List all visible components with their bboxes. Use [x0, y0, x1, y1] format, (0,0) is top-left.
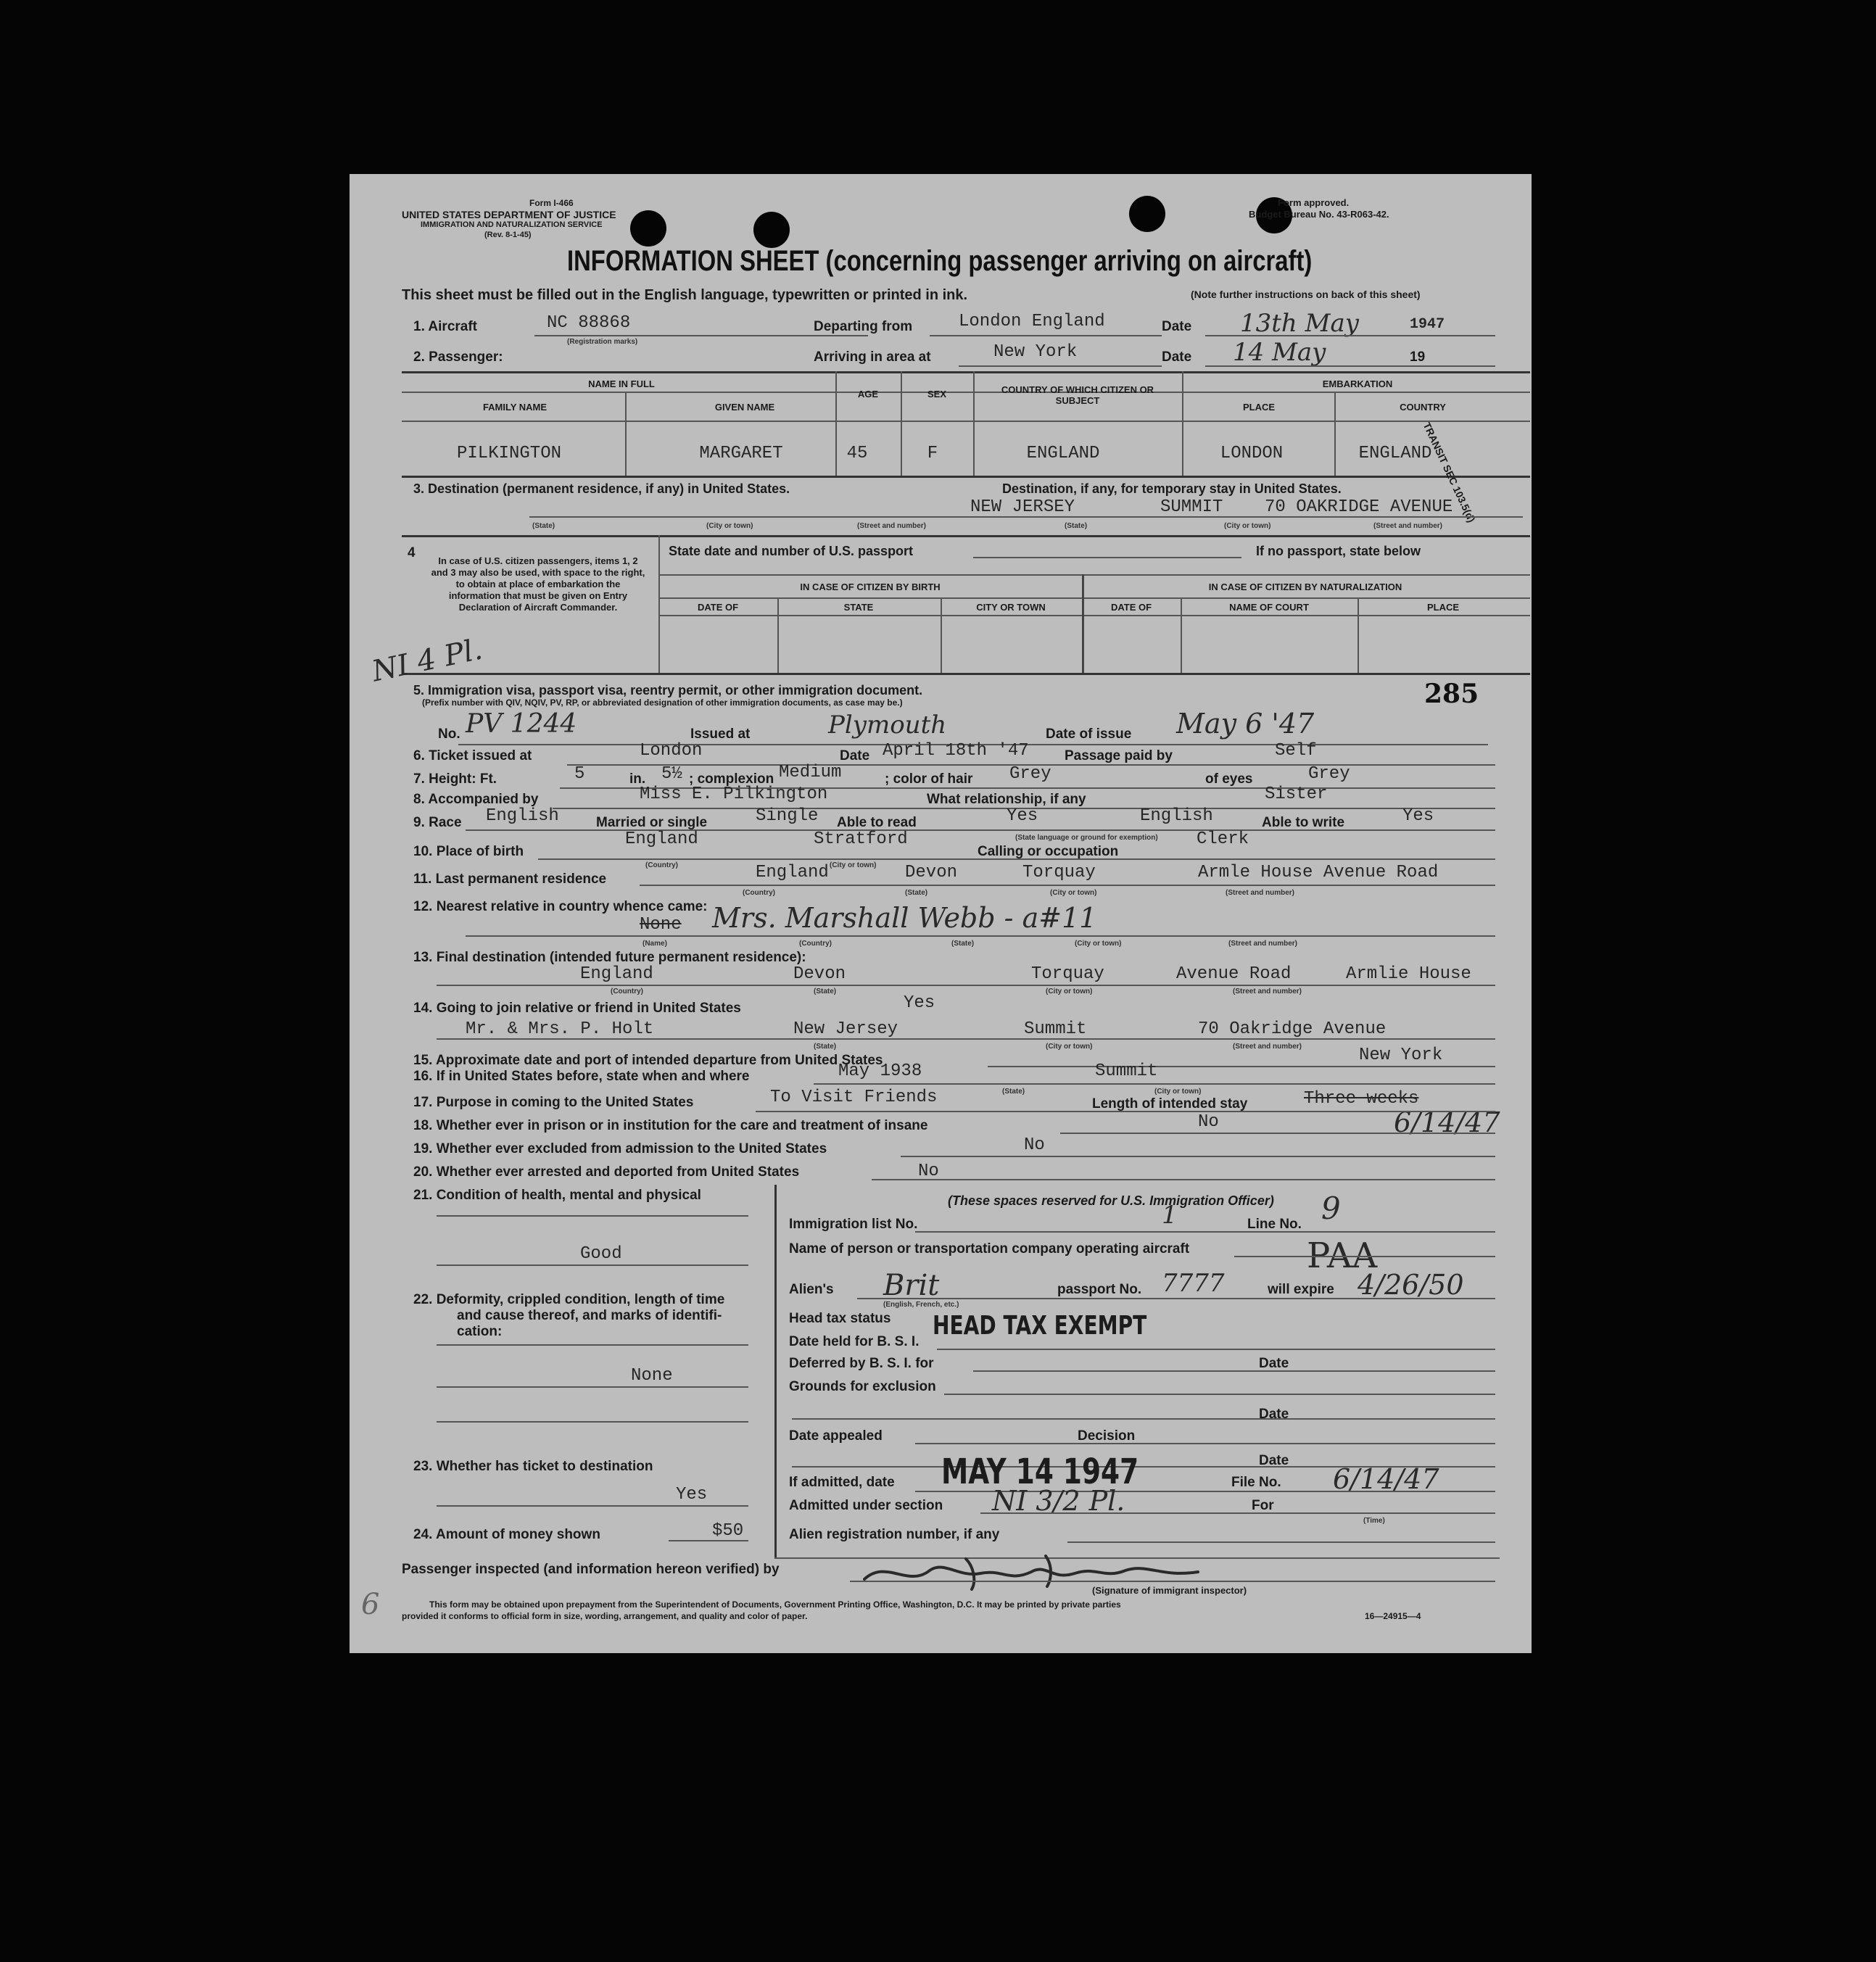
expire-label: will expire — [1268, 1282, 1334, 1297]
length-stay-struck: Three weeks — [1304, 1089, 1419, 1109]
age-value: 45 — [846, 444, 868, 463]
ticket-issued-at-value: London — [640, 741, 703, 761]
table-rule — [658, 574, 1530, 576]
complexion-label: ; complexion — [689, 771, 774, 787]
expire-value: 4/26/50 — [1358, 1269, 1464, 1301]
rule — [930, 335, 1162, 336]
rule — [534, 335, 868, 336]
caption-country: (Country) — [799, 940, 832, 948]
join-street: 70 Oakridge Avenue — [1198, 1019, 1387, 1039]
nat-court-header: NAME OF COURT — [1229, 602, 1309, 613]
caption-city: (City or town) — [1046, 1043, 1093, 1051]
read-label: Able to read — [837, 815, 917, 830]
rule — [669, 1540, 748, 1541]
deported-value: No — [918, 1162, 939, 1181]
caption-city: (City or town) — [1046, 988, 1093, 996]
decision-label: Decision — [1078, 1428, 1136, 1444]
ticket-destination-value: Yes — [676, 1485, 708, 1504]
form-note: (Note further instructions on back of this sheet) — [1191, 289, 1421, 300]
operator-label: Name of person or transportation company operating aircraft — [789, 1241, 1190, 1257]
date1-label: Date — [1162, 319, 1192, 334]
rule — [466, 935, 1495, 937]
form-instruction: This sheet must be filled out in the English language, typewritten or printed in ink. — [402, 287, 968, 303]
complexion-value: Medium — [779, 763, 842, 782]
height-feet-value: 5 — [574, 764, 585, 784]
rule — [1234, 1256, 1495, 1257]
arriving-label: Arriving in area at — [814, 349, 931, 365]
caption-city: (City or town) — [1050, 889, 1097, 897]
health-label: 21. Condition of health, mental and physical — [413, 1188, 701, 1203]
date-of-issue-value: May 6 '47 — [1176, 708, 1315, 740]
date2-handwritten: 14 May — [1233, 338, 1326, 367]
given-name-value: MARGARET — [699, 444, 783, 463]
final-city: Torquay — [1031, 964, 1104, 984]
final-country: England — [580, 964, 653, 984]
visa-prefix-note: (Prefix number with QIV, NQIV, PV, RP, or abbreviated designation of other immigration documents, as case may be.) — [422, 698, 903, 708]
table-rule — [1358, 597, 1359, 673]
join-name: Mr. & Mrs. P. Holt — [466, 1019, 654, 1039]
decision-date-label: Date — [1259, 1453, 1289, 1468]
visa-no-label: No. — [438, 727, 460, 742]
calling-label: Calling or occupation — [978, 844, 1119, 859]
rule — [901, 1156, 1495, 1157]
dest-street-value: 70 OAKRIDGE AVENUE — [1265, 497, 1453, 517]
page-number: 285 — [1424, 679, 1479, 709]
ticket-label: 6. Ticket issued at — [413, 748, 532, 763]
departure-value: New York — [1359, 1046, 1443, 1065]
table-rule — [658, 535, 660, 673]
section-label: Admitted under section — [789, 1498, 943, 1513]
signature-rule — [850, 1581, 1495, 1582]
rule — [944, 1394, 1495, 1395]
birth-city-value: Stratford — [814, 829, 908, 849]
join-city: Summit — [1024, 1019, 1087, 1039]
married-value: Single — [756, 806, 819, 826]
departing-label: Departing from — [814, 319, 913, 334]
dest-state-value: NEW JERSEY — [970, 497, 1075, 517]
list-no-label: Immigration list No. — [789, 1217, 918, 1232]
purpose-label: 17. Purpose in coming to the United States — [413, 1095, 694, 1110]
time-caption: (Time) — [1363, 1517, 1385, 1525]
birth-country-value: England — [625, 829, 698, 849]
deformity-value: None — [631, 1366, 673, 1386]
relationship-value: Sister — [1265, 785, 1328, 804]
final-state: Devon — [793, 964, 846, 984]
transit-stamp: TRANSIT SEC 103.5(d) — [1421, 421, 1478, 524]
embark-country-value: ENGLAND — [1358, 444, 1432, 463]
last-res-city: Torquay — [1022, 863, 1096, 882]
caption-street: (Street and number) — [1226, 889, 1295, 897]
given-name-header: GIVEN NAME — [714, 402, 775, 413]
head-tax-stamp: HEAD TAX EXEMPT — [933, 1311, 1147, 1341]
table-rule — [1082, 574, 1084, 673]
rule — [640, 885, 1495, 886]
table-rule — [402, 392, 1530, 393]
caption-city: (City or town) — [1224, 522, 1271, 530]
excluded-label: 19. Whether ever excluded from admission to the United States — [413, 1141, 827, 1156]
length-stay-handwritten: 6/14/47 — [1394, 1106, 1500, 1138]
accompanied-label: 8. Accompanied by — [413, 792, 539, 807]
rule — [980, 1512, 1495, 1514]
form-sheet — [350, 174, 1532, 1653]
citizen-by-birth-header: IN CASE OF CITIZEN BY BIRTH — [800, 581, 941, 592]
head-tax-label: Head tax status — [789, 1311, 891, 1326]
rule — [937, 1349, 1495, 1350]
language-caption: (State language or ground for exemption) — [1015, 834, 1158, 842]
table-rule — [402, 421, 1530, 422]
read-value: Yes — [1007, 806, 1038, 826]
caption-city: (City or town) — [830, 861, 877, 869]
race-value: English — [486, 806, 559, 826]
caption-state: (State) — [1002, 1088, 1025, 1096]
caption-country: (Country) — [743, 889, 775, 897]
write-value: Yes — [1402, 806, 1434, 826]
rule — [959, 365, 1162, 367]
passport-date-label: State date and number of U.S. passport — [669, 544, 914, 558]
sex-header: SEX — [927, 389, 947, 400]
relationship-label: What relationship, if any — [927, 792, 1086, 807]
date-of-issue-label: Date of issue — [1046, 727, 1132, 742]
table-rule — [901, 371, 902, 476]
table-rule — [658, 597, 1530, 599]
date1-handwritten: 13th May — [1240, 309, 1359, 338]
officer-heading: (These spaces reserved for U.S. Immigration Officer) — [948, 1193, 1274, 1208]
rule — [1067, 1541, 1495, 1543]
caption-street: (Street and number) — [857, 522, 927, 530]
punch-hole — [753, 212, 790, 248]
before-label: 16. If in United States before, state when and where — [413, 1069, 750, 1084]
rule — [988, 1066, 1495, 1067]
rule — [756, 1111, 1495, 1112]
eyes-label: of eyes — [1205, 771, 1253, 787]
citizen-of-header: COUNTRY OF WHICH CITIZEN OR SUBJECT — [1001, 384, 1154, 406]
embarkation-header: EMBARKATION — [1322, 378, 1393, 389]
agency-line2: IMMIGRATION AND NATURALIZATION SERVICE — [421, 220, 603, 229]
print-code: 16—24915—4 — [1365, 1611, 1421, 1621]
deformity-label-1: 22. Deformity, crippled condition, length of time — [413, 1292, 725, 1307]
agency-line1: UNITED STATES DEPARTMENT OF JUSTICE — [402, 209, 616, 220]
rule — [872, 1179, 1495, 1180]
last-res-country: England — [756, 863, 829, 882]
departing-value: London England — [959, 312, 1105, 331]
departure-label: 15. Approximate date and port of intended departure from United States — [413, 1053, 883, 1068]
table-rule — [1334, 392, 1336, 476]
table-rule — [973, 371, 975, 476]
birth-date-header: DATE OF — [697, 602, 739, 613]
year2-prefix: 19 — [1410, 349, 1426, 365]
grounds-date-label: Date — [1259, 1407, 1289, 1422]
money-label: 24. Amount of money shown — [413, 1527, 600, 1542]
caption-state: (State) — [1065, 522, 1088, 530]
aliens-label: Alien's — [789, 1282, 834, 1297]
aircraft-value: NC 88868 — [547, 313, 631, 333]
caption-city: (City or town) — [1154, 1088, 1202, 1096]
citizen-by-naturalization-header: IN CASE OF CITIZEN BY NATURALIZATION — [1208, 581, 1402, 592]
place-header: PLACE — [1242, 402, 1276, 413]
no-passport-label: If no passport, state below — [1256, 544, 1421, 558]
married-label: Married or single — [596, 815, 708, 830]
approval-line1: Form approved. — [1278, 197, 1350, 208]
rule — [915, 1443, 1495, 1444]
fine-print-1: This form may be obtained upon prepayment from the Superintendent of Documents, Government Printing Office, Washington, D.C. It may be printed by private parties — [429, 1599, 1121, 1610]
rule — [857, 1298, 1495, 1299]
bsi-held-label: Date held for B. S. I. — [789, 1334, 920, 1349]
table-rule — [402, 673, 1530, 675]
aliens-value: Brit — [883, 1269, 940, 1302]
join-relative-label: 14. Going to join relative or friend in United States — [413, 1001, 741, 1016]
table-rule — [1181, 597, 1182, 673]
write-label: Able to write — [1262, 815, 1345, 830]
caption-state: (State) — [814, 988, 837, 996]
caption-name: (Name) — [642, 940, 667, 948]
length-stay-label: Length of intended stay — [1092, 1096, 1248, 1112]
table-rule — [658, 615, 1530, 616]
year1-value: 1947 — [1410, 316, 1445, 333]
rule — [1205, 335, 1495, 336]
admitted-label: If admitted, date — [789, 1475, 895, 1490]
calling-value: Clerk — [1197, 829, 1249, 849]
appealed-label: Date appealed — [789, 1428, 883, 1444]
file-no-value: 6/14/47 — [1333, 1463, 1439, 1495]
registration-label: Alien registration number, if any — [789, 1527, 1000, 1542]
rule — [466, 829, 1495, 831]
dest-city-value: SUMMIT — [1160, 497, 1223, 517]
join-relative-value: Yes — [904, 993, 935, 1013]
rule — [437, 985, 1495, 986]
caption-city: (City or town) — [706, 522, 753, 530]
passenger-label: 2. Passenger: — [413, 349, 503, 365]
prison-value: No — [1198, 1112, 1219, 1132]
margin-mark: 6 — [361, 1588, 380, 1621]
rule — [973, 557, 1241, 558]
nearest-relative-struck: None — [640, 915, 682, 935]
age-header: AGE — [857, 389, 879, 400]
rule — [437, 1421, 748, 1423]
rule — [437, 1264, 748, 1266]
line-no-value: 9 — [1321, 1191, 1341, 1226]
grounds-label: Grounds for exclusion — [789, 1379, 936, 1394]
hair-value: Grey — [1009, 764, 1051, 784]
caption-country: (Country) — [611, 988, 643, 996]
race-label: 9. Race — [413, 815, 462, 830]
deferred-date-label: Date — [1259, 1356, 1289, 1371]
officer-box-border — [774, 1185, 777, 1557]
caption-country: (Country) — [645, 861, 678, 869]
height-inches-value: 5½ — [661, 764, 682, 784]
height-in-label: in. — [629, 771, 646, 787]
item4-instruction: In case of U.S. citizen passengers, items 1, 2 and 3 may also be used, with space to the right, to obtain at place of embarkation the information that must be given on Entry Declaration of Aircraft Commander. — [431, 555, 645, 613]
aliens-caption: (English, French, etc.) — [883, 1301, 959, 1309]
language-value: English — [1140, 806, 1213, 826]
caption-state: (State) — [951, 940, 975, 948]
rule — [529, 516, 1523, 518]
registration-caption: (Registration marks) — [567, 338, 638, 346]
punch-hole — [1129, 196, 1165, 232]
final-destination-label: 13. Final destination (intended future permanent residence): — [413, 950, 806, 965]
caption-city: (City or town) — [1075, 940, 1122, 948]
ticket-destination-label: 23. Whether has ticket to destination — [413, 1459, 653, 1474]
accompanied-value: Miss E. Pilkington — [640, 785, 828, 804]
rule — [402, 535, 1530, 537]
fine-print-2: provided it conforms to official form in size, wording, arrangement, and quality and color of paper. — [402, 1611, 808, 1621]
caption-street: (Street and number) — [1233, 988, 1302, 996]
deported-label: 20. Whether ever arrested and deported from United States — [413, 1164, 800, 1180]
nearest-relative-handwritten: Mrs. Marshall Webb - a#11 — [712, 902, 1097, 934]
birth-city-header: CITY OR TOWN — [976, 602, 1046, 613]
paid-by-value: Self — [1275, 741, 1317, 761]
rule — [792, 1418, 1495, 1420]
excluded-value: No — [1024, 1135, 1045, 1155]
caption-street: (Street and number) — [1373, 522, 1443, 530]
purpose-value: To Visit Friends — [770, 1088, 938, 1107]
height-label: 7. Height: Ft. — [413, 771, 497, 787]
caption-state: (State) — [814, 1043, 837, 1051]
before-where: Summit — [1095, 1061, 1158, 1081]
visa-label: 5. Immigration visa, passport visa, reentry permit, or other immigration document. — [413, 683, 923, 698]
table-rule — [625, 392, 627, 476]
rule — [538, 858, 1495, 860]
rule — [915, 1231, 1495, 1233]
final-street: Avenue Road — [1176, 964, 1292, 984]
nat-date-header: DATE OF — [1110, 602, 1152, 613]
before-when: May 1938 — [838, 1061, 922, 1081]
bsi-deferred-label: Deferred by B. S. I. for — [789, 1356, 934, 1371]
passport-no-label: passport No. — [1057, 1282, 1142, 1297]
caption-street: (Street and number) — [1228, 940, 1298, 948]
rule — [1060, 1133, 1495, 1134]
form-title: INFORMATION SHEET (concerning passenger arriving on aircraft) — [567, 245, 1313, 277]
rule — [437, 1038, 1495, 1040]
family-name-header: FAMILY NAME — [482, 402, 547, 413]
table-rule — [835, 371, 837, 476]
nat-place-header: PLACE — [1426, 602, 1460, 613]
inspected-label: Passenger inspected (and information hereon verified) by — [402, 1562, 780, 1577]
embark-place-value: LONDON — [1220, 444, 1284, 463]
ticket-date-label: Date — [840, 748, 870, 763]
form-number: Form I-466 — [529, 198, 574, 208]
table-rule — [402, 476, 1530, 478]
margin-note: NI 4 Pl. — [368, 632, 486, 689]
birth-state-header: STATE — [843, 602, 874, 613]
table-rule — [402, 371, 1530, 373]
destination-label: 3. Destination (permanent residence, if any) in United States. — [413, 481, 790, 496]
form-revision: (Rev. 8-1-45) — [484, 231, 532, 239]
issued-at-label: Issued at — [690, 727, 751, 742]
caption-state: (State) — [905, 889, 928, 897]
punch-hole — [630, 210, 666, 247]
birthplace-label: 10. Place of birth — [413, 844, 524, 859]
section-value: NI 3/2 Pl. — [992, 1485, 1125, 1517]
prison-label: 18. Whether ever in prison or in institution for the care and treatment of insane — [413, 1118, 928, 1133]
rule — [437, 1344, 748, 1346]
rule — [437, 1215, 748, 1217]
approval-line2: Budget Bureau No. 43-R063-42. — [1249, 209, 1389, 220]
join-state: New Jersey — [793, 1019, 898, 1039]
caption-street: (Street and number) — [1233, 1043, 1302, 1051]
rule — [814, 1083, 1495, 1085]
rule — [437, 1505, 748, 1507]
final-house: Armlie House — [1346, 964, 1471, 984]
last-res-street: Armle House Avenue Road — [1198, 863, 1439, 882]
ticket-date-value: April 18th '47 — [883, 741, 1029, 761]
visa-no-value: PV 1244 — [466, 709, 577, 739]
deformity-label-3: cation: — [457, 1324, 503, 1339]
aircraft-label: 1. Aircraft — [413, 319, 477, 334]
date2-label: Date — [1162, 349, 1192, 365]
hair-label: ; color of hair — [885, 771, 973, 787]
nearest-relative-label: 12. Nearest relative in country whence came: — [413, 899, 708, 914]
item4-number: 4 — [408, 545, 416, 560]
signature-caption: (Signature of immigrant inspector) — [1092, 1585, 1247, 1596]
last-res-state: Devon — [905, 863, 958, 882]
last-residence-label: 11. Last permanent residence — [413, 872, 607, 887]
money-value: $50 — [712, 1521, 744, 1541]
list-no-value: 1 — [1162, 1201, 1178, 1230]
operator-value: PAA — [1307, 1235, 1378, 1276]
passport-no-value: 7777 — [1162, 1269, 1225, 1298]
temp-destination-label: Destination, if any, for temporary stay in United States. — [1002, 481, 1342, 496]
sex-value: F — [927, 444, 938, 463]
health-value: Good — [580, 1244, 622, 1264]
country-header: COUNTRY — [1400, 402, 1446, 413]
family-name-value: PILKINGTON — [456, 444, 562, 463]
table-rule — [1182, 371, 1183, 476]
name-in-full-header: NAME IN FULL — [588, 378, 655, 389]
for-label: For — [1252, 1498, 1274, 1513]
rule — [1205, 365, 1495, 367]
arriving-value: New York — [993, 342, 1078, 362]
caption-state: (State) — [532, 522, 555, 530]
admitted-stamp: MAY 14 1947 — [941, 1452, 1139, 1492]
deformity-label-2: and cause thereof, and marks of identifi- — [457, 1308, 722, 1323]
paid-by-label: Passage paid by — [1065, 748, 1173, 763]
rule — [437, 1386, 748, 1388]
file-no-label: File No. — [1231, 1475, 1281, 1490]
table-rule — [941, 597, 942, 673]
eyes-value: Grey — [1308, 764, 1350, 784]
table-rule — [777, 597, 779, 673]
line-no-label: Line No. — [1247, 1217, 1302, 1232]
issued-at-value: Plymouth — [828, 711, 947, 740]
rule — [973, 1370, 1495, 1372]
citizen-value: ENGLAND — [1026, 444, 1100, 463]
